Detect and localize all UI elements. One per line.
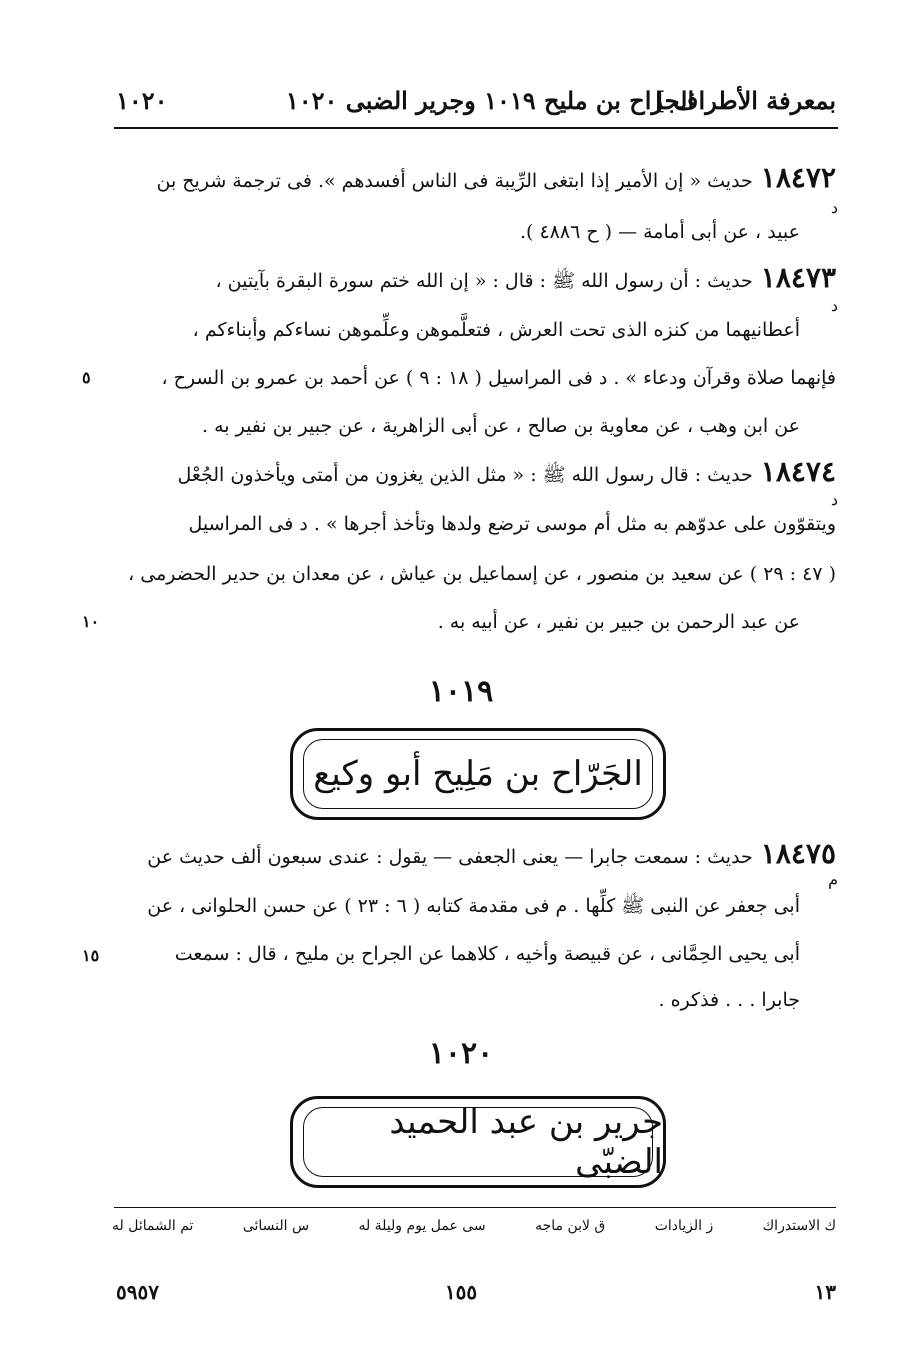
entry-18472-line-1: [112, 158, 836, 198]
page-number-right: ١٣: [814, 1280, 836, 1304]
footer-rule: [114, 1207, 836, 1208]
section-title-box: [290, 1096, 666, 1188]
section-title: الجَرّاح بن مَلِيح أبو وكيع: [313, 754, 643, 794]
entry-text: حديث « إن الأمير إذا ابتغى الرِّيبة فى الناس أفسدهم ». فى ترجمة شريح بن: [156, 170, 753, 192]
entry-number: ١٨٤٧٢: [760, 161, 836, 194]
page-number-left: ٥٩٥٧: [116, 1280, 159, 1304]
entry-siglum: د: [830, 198, 838, 217]
page-number-center: ١٥٥: [444, 1280, 478, 1304]
entry-18473-line-2: أعطانيهما من كنزه الذى تحت العرش ، فتعلَّموهن وعلِّموهن نساءكم وأبناءكم ،: [192, 319, 800, 341]
entry-18475-line-2: أبى جعفر عن النبى ﷺ كلِّها . م فى مقدمة كتابه ( ٦ : ٢٣ ) عن حسن الحلوانى ، عن: [147, 895, 800, 917]
entry-18474-line-4: عن عبد الرحمن بن جبير بن نفير ، عن أبيه به .: [437, 611, 800, 633]
entry-siglum: م: [828, 870, 838, 889]
entry-18474-line-2: ويتقوّون على عدوّهم به مثل أم موسى ترضع ولدها وتأخذ أجرها » . د فى المراسيل: [188, 513, 836, 535]
entry-number: ١٨٤٧٣: [760, 261, 836, 294]
entry-18473-line-1: [112, 258, 836, 298]
entry-text: حديث : أن رسول الله ﷺ : قال : « إن الله ختم سورة البقرة بآيتين ،: [215, 270, 753, 292]
entry-number: ١٨٤٧٥: [760, 837, 836, 870]
section-title-box: [290, 728, 666, 820]
entry-18475-line-1: [112, 834, 836, 874]
entry-18473-line-4: عن ابن وهب ، عن معاوية بن صالح ، عن أبى الزاهرية ، عن جبير بن نفير به .: [202, 415, 800, 437]
entry-number: ١٨٤٧٤: [760, 455, 836, 488]
header-rule: [114, 127, 838, 129]
siglum-key-item: تم الشمائل له: [112, 1218, 194, 1234]
entry-siglum: د: [830, 490, 838, 509]
section-number: ١٠٢٠: [428, 1036, 494, 1071]
entry-text: حديث : قال رسول الله ﷺ : « مثل الذين يغزون من أمتى ويأخذون الجُعْل: [177, 464, 753, 486]
siglum-key-item: ز الزيادات: [654, 1218, 714, 1234]
section-number: ١٠١٩: [428, 674, 494, 709]
entry-text: حديث : سمعت جابرا — يعنى الجعفى — يقول : عندى سبعون ألف حديث عن: [147, 846, 753, 868]
running-head-title-text: الجراح بن مليح ١٠١٩ وجرير الضبى ١٠٢٠: [285, 86, 695, 115]
margin-line-number: ١٠: [82, 612, 100, 631]
margin-line-number: ١٥: [82, 946, 100, 965]
section-title: جرير بن عبد الحميد الضبّى: [389, 1102, 663, 1182]
siglum-key-item: سى عمل يوم وليلة له: [358, 1218, 486, 1234]
running-head-book: بمعرفة الأطراف ]: [653, 86, 836, 115]
entry-18474-line-3: ( ٤٧ : ٢٩ ) عن سعيد بن منصور ، عن إسماعيل بن عياش ، عن معدان بن حدير الحضرمى ،: [128, 563, 836, 585]
sigla-key: [112, 1218, 836, 1234]
siglum-key-item: ك الاستدراك: [762, 1218, 836, 1234]
entry-18473-line-3: فإنهما صلاة وقرآن ودعاء » . د فى المراسيل ( ١٨ : ٩ ) عن أحمد بن عمرو بن السرح ،: [161, 367, 836, 389]
entry-18475-line-4: جابرا . . . فذكره .: [658, 989, 800, 1011]
entry-18472-line-2: عبيد ، عن أبى أمامة — ( ح ٤٨٨٦ ).: [519, 221, 800, 243]
entry-18475-line-3: أبى يحيى الحِمَّانى ، عن قبيصة وأخيه ، كلاهما عن الجراح بن مليح ، قال : سمعت: [174, 943, 800, 965]
running-head-section: ١٠٢٠: [116, 86, 168, 115]
entry-siglum: د: [830, 296, 838, 315]
siglum-key-item: ق لابن ماجه: [535, 1218, 606, 1234]
margin-line-number: ٥: [82, 368, 91, 387]
siglum-key-item: س النسائى: [242, 1218, 310, 1234]
entry-18474-line-1: [112, 452, 836, 492]
